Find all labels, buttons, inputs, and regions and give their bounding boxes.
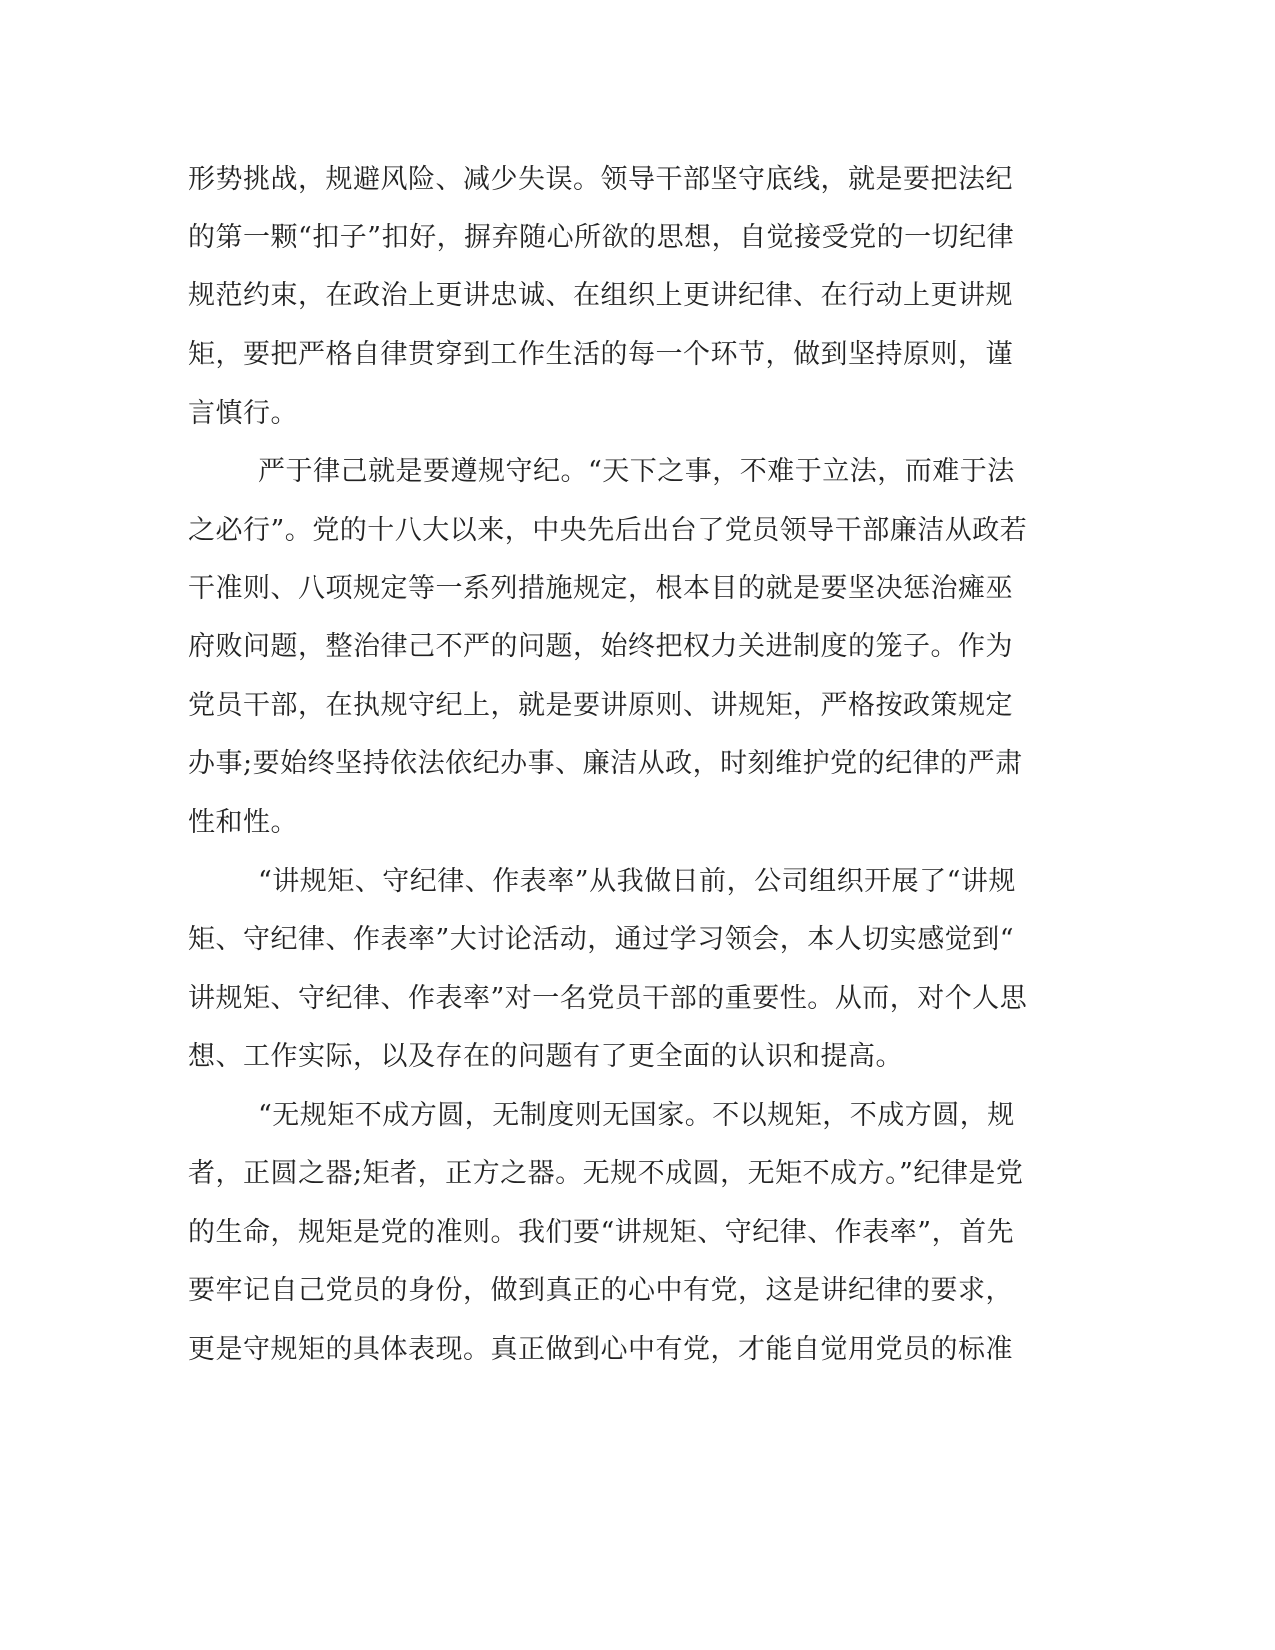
- text-line: 要牢记自己党员的身份，做到真正的心中有党，这是讲纪律的要求，: [188, 1275, 1013, 1306]
- paragraph-first-line: “无规矩不成方圆，无制度则无国家。不以规矩，不成方圆，规: [258, 1100, 1015, 1131]
- text-line: 想、工作实际，以及存在的问题有了更全面的认识和提高。: [188, 1041, 903, 1072]
- text-line: 党员干部，在执规守纪上，就是要讲原则、讲规矩，严格按政策规定: [188, 690, 1013, 721]
- text-line: 规范约束，在政治上更讲忠诚、在组织上更讲纪律、在行动上更讲规: [188, 280, 1013, 311]
- text-line: 府败问题，整治律己不严的问题，始终把权力关进制度的笼子。作为: [188, 631, 1013, 662]
- paragraph-first-line: “讲规矩、守纪律、作表率”从我做日前，公司组织开展了“讲规: [258, 866, 1016, 897]
- text-line: 性和性。: [188, 807, 298, 838]
- text-line: 言慎行。: [188, 398, 298, 429]
- text-line: 形势挑战，规避风险、减少失误。领导干部坚守底线，就是要把法纪: [188, 164, 1013, 195]
- paragraph-first-line: 严于律己就是要遵规守纪。“天下之事，不难于立法，而难于法: [258, 456, 1015, 487]
- text-line: 的生命，规矩是党的准则。我们要“讲规矩、守纪律、作表率”，首先: [188, 1217, 1015, 1248]
- text-line: 之必行”。党的十八大以来，中央先后出台了党员领导干部廉洁从政若: [188, 515, 1028, 546]
- text-line: 干准则、八项规定等一系列措施规定，根本目的就是要坚决惩治瘫巫: [188, 573, 1013, 604]
- text-line: 矩、守纪律、作表率”大讨论活动，通过学习领会，本人切实感觉到“: [188, 924, 1015, 955]
- text-line: 讲规矩、守纪律、作表率”对一名党员干部的重要性。从而，对个人思: [188, 983, 1028, 1014]
- text-line: 更是守规矩的具体表现。真正做到心中有党，才能自觉用党员的标准: [188, 1334, 1013, 1365]
- text-line: 的第一颗“扣子”扣好，摒弃随心所欲的思想，自觉接受党的一切纪律: [188, 222, 1015, 253]
- text-line: 办事;要始终坚持依法依纪办事、廉洁从政，时刻维护党的纪律的严肃: [188, 748, 1023, 779]
- text-line: 者，正圆之器;矩者，正方之器。无规不成圆，无矩不成方。”纪律是党: [188, 1158, 1024, 1189]
- text-line: 矩，要把严格自律贯穿到工作生活的每一个环节，做到坚持原则，谨: [188, 339, 1013, 370]
